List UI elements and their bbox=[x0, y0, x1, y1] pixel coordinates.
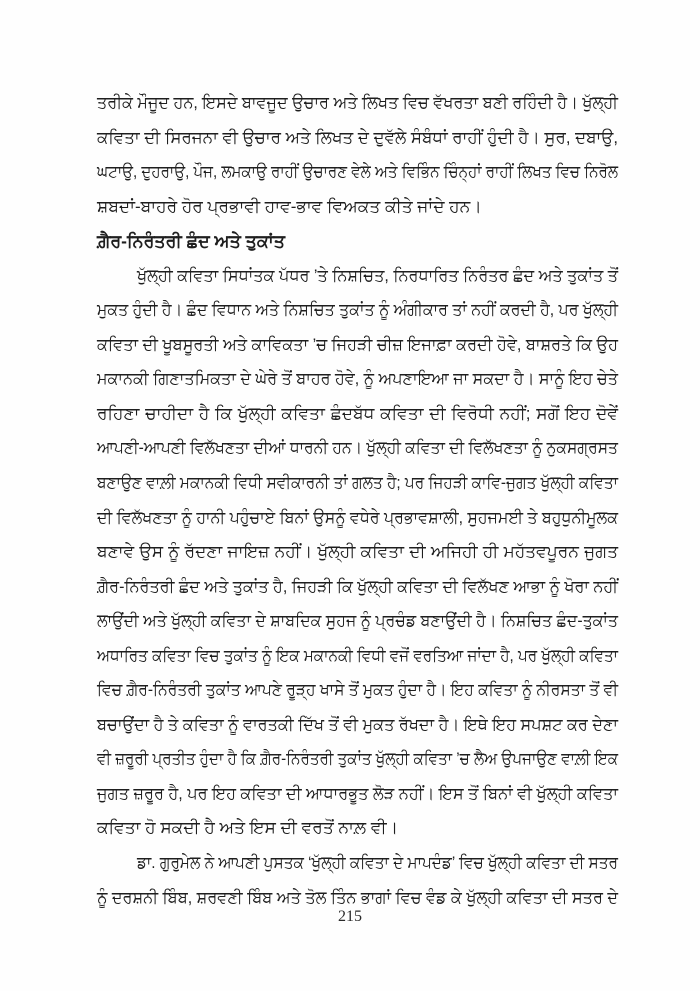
text-line: ਕਵਿਤਾ ਹੋ ਸਕਦੀ ਹੈ ਅਤੇ ਇਸ ਦੀ ਵਰਤੋਂ ਨਾਲ਼ ਵੀ। bbox=[97, 818, 399, 838]
text-line: ਨੂੰ ਦਰਸ਼ਨੀ ਬਿੰਬ, ਸ਼ਰਵਣੀ ਬਿੰਬ ਅਤੇ ਤੋਲ ਤਿੰਨ ਭਾਗਾਂ ਵਿਚ ਵੰਡ ਕੇ ਖੁੱਲ੍ਹੀ ਕਵਿਤਾ ਦੀ ਸਤਰ ਦੇ bbox=[97, 887, 618, 907]
text-line: ਦੀ ਵਿਲੱਖਣਤਾ ਨੂੰ ਹਾਨੀ ਪਹੁੰਚਾਏ ਬਿਨਾਂ ਉਸਨੂੰ ਵਧੇਰੇ ਪ੍ਰਭਾਵਸ਼ਾਲੀ, ਸੁਹਜਮਈ ਤੇ ਬਹੁਧੁਨੀਮੂਲਕ bbox=[97, 507, 618, 527]
text-line: ਲਾਉਂਦੀ ਅਤੇ ਖੁੱਲ੍ਹੀ ਕਵਿਤਾ ਦੇ ਸ਼ਾਬਦਿਕ ਸੁਹਜ ਨੂੰ ਪ੍ਰਚੰਡ ਬਣਾਉਂਦੀ ਹੈ। ਨਿਸ਼ਚਿਤ ਛੰਦ-ਤੁਕਾਂਤ bbox=[97, 611, 618, 631]
text-line: ਸ਼ਬਦਾਂ-ਬਾਹਰੇ ਹੋਰ ਪ੍ਰਭਾਵੀ ਹਾਵ-ਭਾਵ ਵਿਅਕਤ ਕੀਤੇ ਜਾਂਦੇ ਹਨ। bbox=[97, 196, 482, 216]
text-line: ਡਾ. ਗੁਰੁਮੇਲ ਨੇ ਆਪਣੀ ਪੁਸਤਕ ‘ਖੁੱਲ੍ਹੀ ਕਵਿਤਾ ਦੇ ਮਾਪਦੰਡ’ ਵਿਚ ਖੁੱਲ੍ਹੀ ਕਵਿਤਾ ਦੀ ਸਤਰ bbox=[137, 853, 618, 873]
section-heading: ਗ਼ੈਰ-ਨਿਰੰਤਰੀ ਛੰਦ ਅਤੇ ਤੁਕਾਂਤ bbox=[97, 231, 285, 252]
text-line: ਬਣਾਉਣ ਵਾਲ਼ੀ ਮਕਾਨਕੀ ਵਿਧੀ ਸਵੀਕਾਰਨੀ ਤਾਂ ਗਲਤ ਹੈ; ਪਰ ਜਿਹੜੀ ਕਾਵਿ-ਜੁਗਤ ਖੁੱਲ੍ਹੀ ਕਵਿਤਾ bbox=[97, 473, 618, 493]
text-line: ਅਧਾਰਿਤ ਕਵਿਤਾ ਵਿਚ ਤੁਕਾਂਤ ਨੂੰ ਇਕ ਮਕਾਨਕੀ ਵਿਧੀ ਵਜੋਂ ਵਰਤਿਆ ਜਾਂਦਾ ਹੈ, ਪਰ ਖੁੱਲ੍ਹੀ ਕਵਿਤਾ bbox=[97, 645, 618, 665]
text-line: ਜੁਗਤ ਜ਼ਰੂਰ ਹੈ, ਪਰ ਇਹ ਕਵਿਤਾ ਦੀ ਆਧਾਰਭੂਤ ਲੋੜ ਨਹੀਂ। ਇਸ ਤੋਂ ਬਿਨਾਂ ਵੀ ਖੁੱਲ੍ਹੀ ਕਵਿਤਾ bbox=[97, 783, 618, 803]
text-line: ਖੁੱਲ੍ਹੀ ਕਵਿਤਾ ਸਿਧਾਂਤਕ ਪੱਧਰ ’ਤੇ ਨਿਸ਼ਚਿਤ, ਨਿਰਧਾਰਿਤ ਨਿਰੰਤਰ ਛੰਦ ਅਤੇ ਤੁਕਾਂਤ ਤੋਂ bbox=[137, 265, 618, 285]
text-line: ਕਵਿਤਾ ਦੀ ਸਿਰਜਨਾ ਵੀ ਉਚਾਰ ਅਤੇ ਲਿਖਤ ਦੇ ਦੁਵੱਲੇ ਸੰਬੰਧਾਂ ਰਾਹੀਂ ਹੁੰਦੀ ਹੈ। ਸੁਰ, ਦਬਾਉ, bbox=[97, 127, 618, 147]
text-line: ਰਹਿਣਾ ਚਾਹੀਦਾ ਹੈ ਕਿ ਖੁੱਲ੍ਹੀ ਕਵਿਤਾ ਛੰਦਬੱਧ ਕਵਿਤਾ ਦੀ ਵਿਰੋਧੀ ਨਹੀਂ; ਸਗੋਂ ਇਹ ਦੋਵੇਂ bbox=[97, 403, 618, 423]
text-line: ਮਕਾਨਕੀ ਗਿਣਾਤਮਿਕਤਾ ਦੇ ਘੇਰੇ ਤੋਂ ਬਾਹਰ ਹੋਵੇ, ਨੂੰ ਅਪਣਾਇਆ ਜਾ ਸਕਦਾ ਹੈ। ਸਾਨੂੰ ਇਹ ਚੇਤੇ bbox=[97, 369, 618, 389]
page-number: 215 bbox=[338, 908, 362, 925]
text-line: ਤਰੀਕੇ ਮੌਜੂਦ ਹਨ, ਇਸਦੇ ਬਾਵਜੂਦ ਉਚਾਰ ਅਤੇ ਲਿਖਤ ਵਿਚ ਵੱਖਰਤਾ ਬਣੀ ਰਹਿੰਦੀ ਹੈ। ਖੁੱਲ੍ਹੀ bbox=[97, 93, 618, 112]
text-line: ਕਵਿਤਾ ਦੀ ਖੂਬਸੂਰਤੀ ਅਤੇ ਕਾਵਿਕਤਾ ’ਚ ਜਿਹੜੀ ਚੀਜ਼ ਇਜਾਫ਼ਾ ਕਰਦੀ ਹੋਵੇ, ਬਾਸ਼ਰਤੇ ਕਿ ਉਹ bbox=[97, 334, 618, 354]
text-line: ਵੀ ਜ਼ਰੂਰੀ ਪ੍ਰਤੀਤ ਹੁੰਦਾ ਹੈ ਕਿ ਗ਼ੈਰ-ਨਿਰੰਤਰੀ ਤੁਕਾਂਤ ਖੁੱਲ੍ਹੀ ਕਵਿਤਾ ’ਚ ਲੈਅ ਉਪਜਾਉਣ ਵਾਲ਼ੀ ਇਕ bbox=[97, 749, 618, 769]
text-line: ਬਣਾਵੇ ਉਸ ਨੂੰ ਰੱਦਣਾ ਜਾਇਜ਼ ਨਹੀਂ। ਖੁੱਲ੍ਹੀ ਕਵਿਤਾ ਦੀ ਅਜਿਹੀ ਹੀ ਮਹੱਤਵਪੂਰਨ ਜੁਗਤ bbox=[97, 542, 618, 562]
text-line: ਵਿਚ ਗ਼ੈਰ-ਨਿਰੰਤਰੀ ਤੁਕਾਂਤ ਆਪਣੇ ਰੂੜ੍ਹ ਖਾਸੇ ਤੋਂ ਮੁਕਤ ਹੁੰਦਾ ਹੈ। ਇਹ ਕਵਿਤਾ ਨੂੰ ਨੀਰਸਤਾ ਤੋਂ ਵੀ bbox=[97, 680, 618, 700]
text-line: ਆਪਣੀ-ਆਪਣੀ ਵਿਲੱਖਣਤਾ ਦੀਆਂ ਧਾਰਨੀ ਹਨ। ਖੁੱਲ੍ਹੀ ਕਵਿਤਾ ਦੀ ਵਿਲੱਖਣਤਾ ਨੂੰ ਨੁਕਸਗ੍ਰਸਤ bbox=[97, 438, 618, 458]
text-block bbox=[97, 86, 618, 915]
text-line: ਘਟਾਉ, ਦੁਹਰਾਉ, ਪੌਜ, ਲਮਕਾਉ ਰਾਹੀਂ ਉਚਾਰਣ ਵੇਲੇ ਅਤੇ ਵਿਭਿੰਨ ਚਿੰਨ੍ਹਾਂ ਰਾਹੀਂ ਲਿਖਤ ਵਿਚ ਨਿਰੋਲ bbox=[97, 162, 618, 182]
text-line: ਗ਼ੈਰ-ਨਿਰੰਤਰੀ ਛੰਦ ਅਤੇ ਤੁਕਾਂਤ ਹੈ, ਜਿਹੜੀ ਕਿ ਖੁੱਲ੍ਹੀ ਕਵਿਤਾ ਦੀ ਵਿਲੱਖਣ ਆਭਾ ਨੂੰ ਖੋਰਾ ਨਹੀਂ bbox=[97, 576, 618, 596]
text-line: ਮੁਕਤ ਹੁੰਦੀ ਹੈ। ਛੰਦ ਵਿਧਾਨ ਅਤੇ ਨਿਸ਼ਚਿਤ ਤੁਕਾਂਤ ਨੂੰ ਅੰਗੀਕਾਰ ਤਾਂ ਨਹੀਂ ਕਰਦੀ ਹੈ, ਪਰ ਖੁੱਲ੍ਹੀ bbox=[97, 300, 618, 320]
text-line: ਬਚਾਉਂਦਾ ਹੈ ਤੇ ਕਵਿਤਾ ਨੂੰ ਵਾਰਤਕੀ ਦਿੱਖ ਤੋਂ ਵੀ ਮੁਕਤ ਰੱਖਦਾ ਹੈ। ਇਥੇ ਇਹ ਸਪਸ਼ਟ ਕਰ ਦੇਣਾ bbox=[97, 714, 618, 734]
